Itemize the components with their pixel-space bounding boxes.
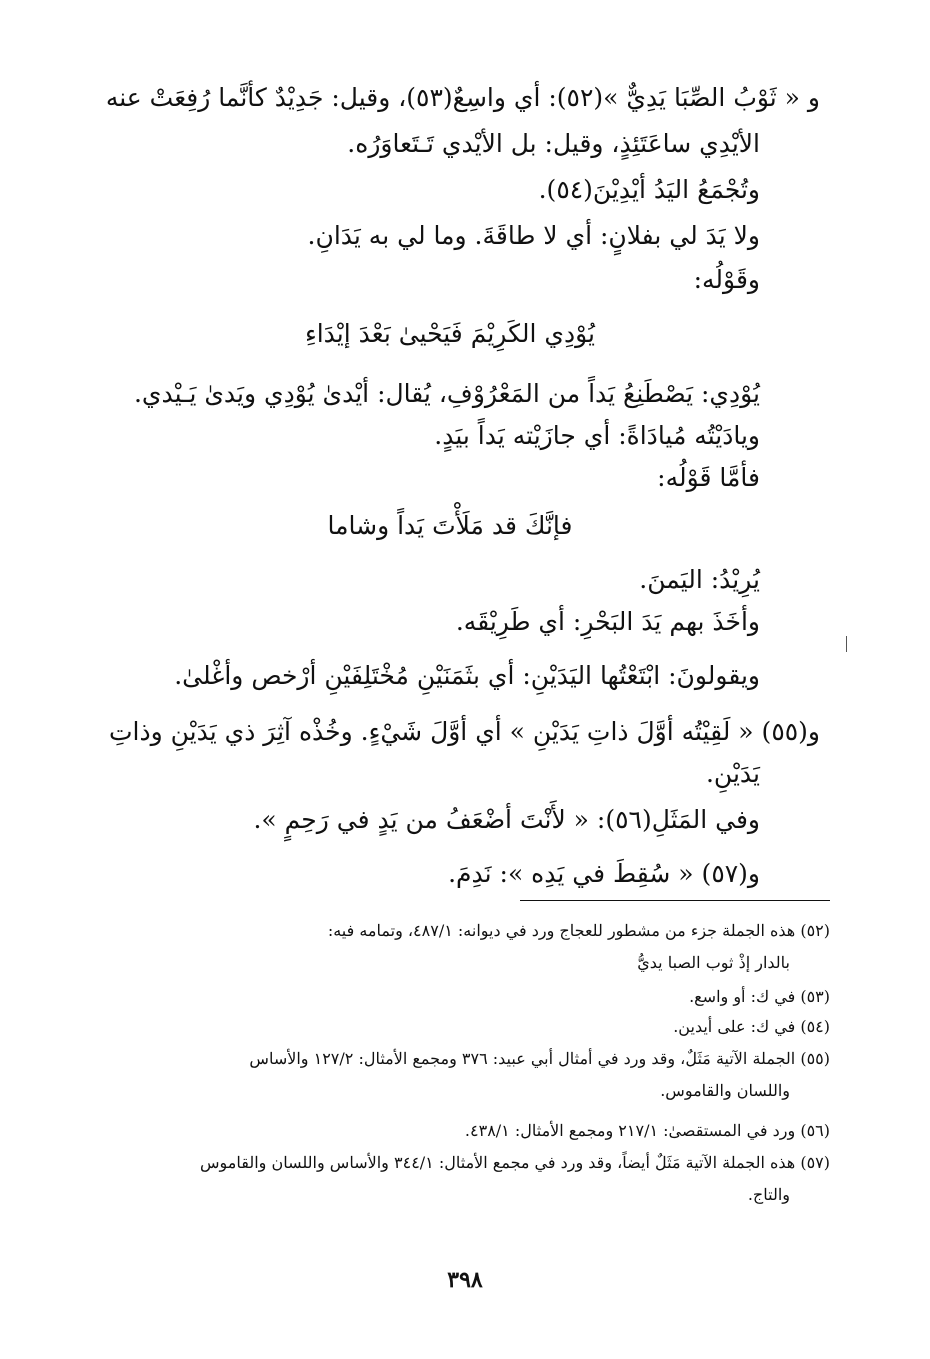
footnote-line: (٥٥) الجملة الآتية مَثَلٌ، وقد ورد في أمثال أبي عبيد: ٣٧٦ ومجمع الأمثال: ١٢٧/٢ والأساس [249,1049,830,1068]
footnote-divider [520,900,830,901]
footnote-line: (٥٢) هذه الجملة جزء من مشطور للعجاج ورد في ديوانه: ٤٨٧/١، وتمامه فيه: [327,921,830,940]
verse-line: فإنَّكَ قد مَلَأْتَ يَداً وشاما [327,511,573,540]
footnote-line: والتاج. [747,1185,790,1204]
body-line: ولا يَدَ لي بفلانٍ: أي لا طاقَةَ. وما لي به يَدَانِ. [307,221,760,250]
footnote-line: بالدار إذْ ثوب الصبا يديُّ [637,953,790,972]
body-line: يُوْدِي: يَصْطَنِعُ يَداً من المَعْرُوْفِ، يُقال: أيْدىٰ يُوْدِي ويَدىٰ يَـيْدي. [133,379,760,408]
footnote-line: (٥٤) في ك: على أيدين. [673,1017,830,1036]
body-line: ويادَيْتُه مُيادَاةً: أي جازَيْته يَداً بيَدٍ. [434,421,760,450]
footnote-line: واللسان والقاموس. [660,1081,790,1100]
margin-mark [846,636,847,652]
footnote-line: (٥٦) ورد في المستقصىٰ: ٢١٧/١ ومجمع الأمثال: ٤٣٨/١. [464,1121,830,1140]
body-line: يُرِيْدُ: اليَمنَ. [639,565,760,594]
body-line: ويقولونَ: ابْتَعْتُها اليَدَيْنِ: أي بثَمَنَيْنِ مُخْتَلِفَيْنِ أرْخص وأغْلىٰ. [174,661,760,690]
footnote-line: (٥٧) هذه الجملة الآتية مَثَلٌ أيضاً، وقد ورد في مجمع الأمثال: ٣٤٤/١ والأساس واللسان والقاموس [200,1153,830,1172]
body-line: الأيْدِي ساعَتَئِذٍ، وقيل: بل الأيْدي تَـتَعاوَرُه. [347,129,760,158]
body-line: و(٥٧) « سُقِطَ في يَدِه »: نَدِمَ. [448,859,760,888]
body-line: يَدَيْنِ. [705,759,760,788]
body-line: و(٥٥) « لَقِيْتُه أوَّلَ ذاتِ يَدَيْنِ » أي أوَّلَ شَيْءٍ. وخُذْه آثِرَ ذي يَدَيْنِ وذاتِ [109,717,820,746]
body-line: وفي المَثَلِ(٥٦): « لأَنْتَ أضْعَفُ من يَدٍ في رَحِمٍ ». [253,805,760,834]
body-line: وقَوْلُه: [693,265,760,294]
body-line: و « ثَوْبُ الصِّبَا يَدِيٌّ »(٥٢): أي واسِعٌ(٥٣)، وقيل: جَدِيْدٌ كأنَّما رُفِعَتْ عنه [105,83,820,112]
body-line: فأمَّا قَوْلُه: [657,463,760,492]
body-line: وأخَذَ بهم يَدَ البَحْرِ: أي طَرِيْقَه. [455,607,760,636]
footnote-line: (٥٣) في ك: أو واسع. [689,987,830,1006]
verse-line: يُوْدِي الكَرِيْمَ فَيَحْيىٰ بَعْدَ إيْدَاءِ [304,319,595,348]
body-line: وتُجْمَعُ اليَدُ أيْدِيْنَ(٥٤). [538,175,760,204]
page-number: ٣٩٨ [447,1267,483,1293]
